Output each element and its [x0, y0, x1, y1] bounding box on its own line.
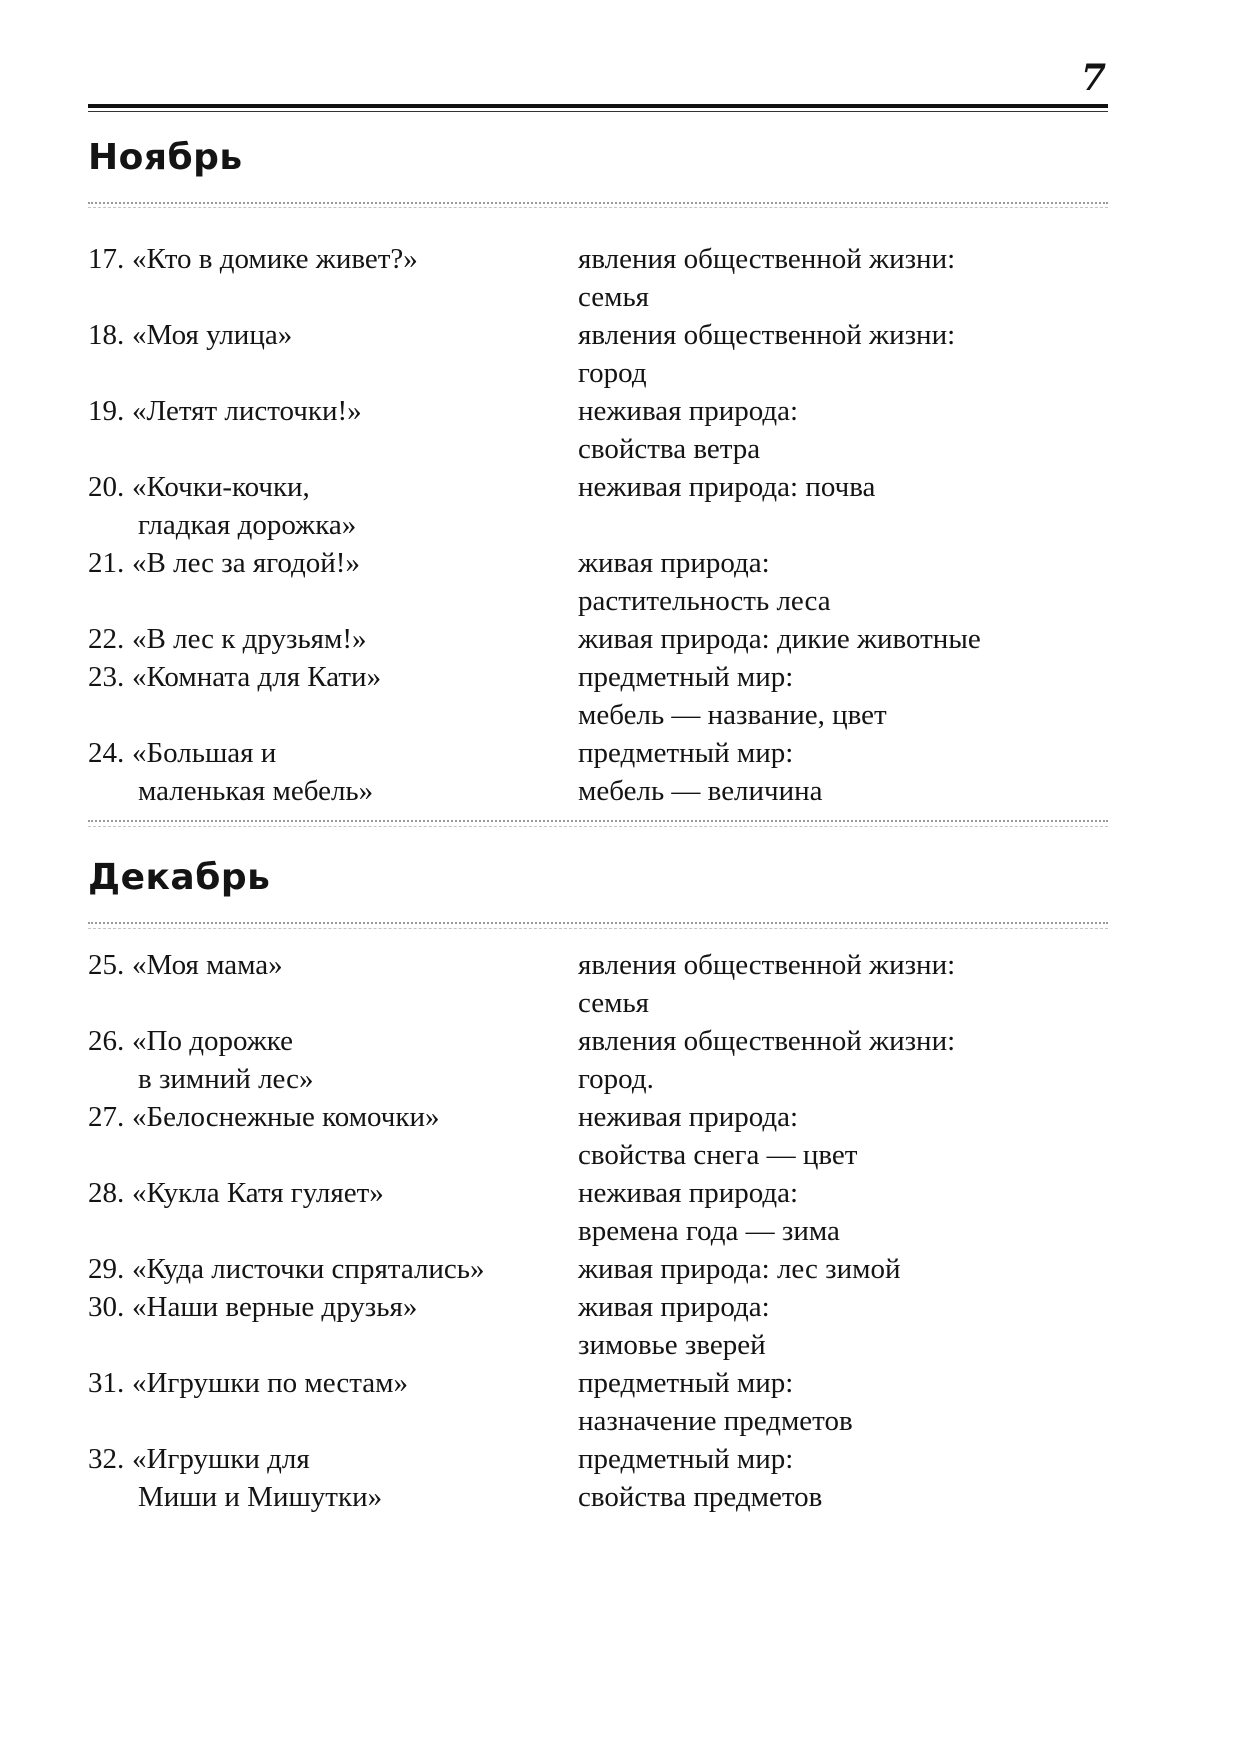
- lesson-title-line: «Игрушки по местам»: [132, 1367, 408, 1399]
- lesson-topic-line: предметный мир:: [578, 661, 794, 693]
- lesson-topic-line: город.: [578, 1063, 654, 1095]
- lesson-number: 30.: [88, 1291, 125, 1323]
- section-divider: [88, 207, 1108, 208]
- lesson-topic-line: город: [578, 357, 647, 389]
- lesson-title: [88, 316, 568, 354]
- lesson-topic: [578, 316, 1118, 392]
- lesson-title-line: маленькая мебель»: [138, 775, 374, 807]
- section-divider: [88, 922, 1108, 924]
- lesson-number: 23.: [88, 661, 125, 693]
- list-item: [0, 1440, 1240, 1516]
- lesson-number: 19.: [88, 395, 125, 427]
- lesson-topic-line: семья: [578, 281, 650, 313]
- lesson-title-line: «Большая и: [132, 737, 277, 769]
- lesson-topic: [578, 1098, 1118, 1174]
- lesson-title: [88, 1022, 568, 1098]
- lesson-title: [88, 946, 568, 984]
- lesson-number: 24.: [88, 737, 125, 769]
- list-item: [0, 1250, 1240, 1288]
- list-item: [0, 316, 1240, 392]
- section-divider: [88, 928, 1108, 929]
- entries-december: [0, 946, 1240, 1516]
- lesson-topic: [578, 1022, 1118, 1098]
- section-divider: [88, 202, 1108, 204]
- lesson-topic-line: мебель — название, цвет: [578, 699, 887, 731]
- lesson-topic: [578, 240, 1118, 316]
- lesson-title-line: «Моя мама»: [132, 949, 283, 981]
- lesson-number: 31.: [88, 1367, 125, 1399]
- lesson-topic: [578, 1250, 1118, 1288]
- lesson-topic: [578, 544, 1118, 620]
- lesson-title-line: «Летят листочки!»: [132, 395, 362, 427]
- lesson-number: 17.: [88, 243, 125, 275]
- lesson-topic-line: явления общественной жизни:: [578, 319, 956, 351]
- lesson-title-line: в зимний лес»: [138, 1063, 314, 1095]
- lesson-topic-line: свойства предметов: [578, 1481, 823, 1513]
- lesson-topic-line: явления общественной жизни:: [578, 949, 956, 981]
- lesson-title-line: Миши и Мишутки»: [138, 1481, 383, 1513]
- lesson-number: 28.: [88, 1177, 125, 1209]
- list-item: [0, 946, 1240, 1022]
- lesson-number: 26.: [88, 1025, 125, 1057]
- lesson-number: 18.: [88, 319, 125, 351]
- lesson-title: [88, 1440, 568, 1516]
- list-item: [0, 544, 1240, 620]
- lesson-title: [88, 734, 568, 810]
- lesson-title-line: «Кто в домике живет?»: [132, 243, 418, 275]
- entries-november: [0, 240, 1240, 810]
- lesson-title-line: «В лес к друзьям!»: [132, 623, 367, 655]
- lesson-title: [88, 392, 568, 430]
- lesson-title: [88, 1364, 568, 1402]
- lesson-title: [88, 658, 568, 696]
- lesson-title-line: «Кукла Катя гуляет»: [132, 1177, 384, 1209]
- lesson-number: 29.: [88, 1253, 125, 1285]
- lesson-topic: [578, 1364, 1118, 1440]
- lesson-topic-line: живая природа: дикие животные: [578, 623, 981, 655]
- lesson-topic-line: свойства ветра: [578, 433, 761, 465]
- lesson-title-line: «В лес за ягодой!»: [132, 547, 360, 579]
- lesson-number: 21.: [88, 547, 125, 579]
- list-item: [0, 1022, 1240, 1098]
- list-item: [0, 392, 1240, 468]
- list-item: [0, 1098, 1240, 1174]
- section-title-december: Декабрь: [88, 857, 271, 898]
- lesson-topic: [578, 658, 1118, 734]
- lesson-title-line: «Игрушки для: [132, 1443, 310, 1475]
- section-divider: [88, 820, 1108, 822]
- lesson-topic-line: предметный мир:: [578, 1443, 794, 1475]
- lesson-title: [88, 468, 568, 544]
- lesson-title: [88, 1288, 568, 1326]
- list-item: [0, 1174, 1240, 1250]
- lesson-topic-line: живая природа:: [578, 1291, 770, 1323]
- list-item: [0, 468, 1240, 544]
- lesson-topic: [578, 734, 1118, 810]
- section-title-november: Ноябрь: [88, 137, 243, 178]
- list-item: [0, 240, 1240, 316]
- lesson-title-line: «Комната для Кати»: [132, 661, 382, 693]
- lesson-title: [88, 1174, 568, 1212]
- lesson-title-line: гладкая дорожка»: [138, 509, 357, 541]
- lesson-title: [88, 544, 568, 582]
- lesson-number: 27.: [88, 1101, 125, 1133]
- lesson-topic-line: предметный мир:: [578, 1367, 794, 1399]
- lesson-topic-line: мебель — величина: [578, 775, 823, 807]
- lesson-topic-line: живая природа: лес зимой: [578, 1253, 901, 1285]
- lesson-title: [88, 240, 568, 278]
- lesson-number: 20.: [88, 471, 125, 503]
- lesson-topic-line: зимовье зверей: [578, 1329, 766, 1361]
- list-item: [0, 1288, 1240, 1364]
- lesson-title: [88, 1098, 568, 1136]
- lesson-title: [88, 620, 568, 658]
- lesson-topic-line: неживая природа:: [578, 395, 799, 427]
- lesson-topic: [578, 392, 1118, 468]
- lesson-topic-line: живая природа:: [578, 547, 770, 579]
- lesson-topic: [578, 946, 1118, 1022]
- lesson-title-line: «По дорожке: [132, 1025, 294, 1057]
- lesson-topic-line: свойства снега — цвет: [578, 1139, 858, 1171]
- lesson-topic-line: неживая природа:: [578, 1177, 799, 1209]
- lesson-topic-line: явления общественной жизни:: [578, 243, 956, 275]
- list-item: [0, 1364, 1240, 1440]
- lesson-topic-line: семья: [578, 987, 650, 1019]
- lesson-title-line: «Куда листочки спрятались»: [132, 1253, 485, 1285]
- lesson-topic: [578, 620, 1118, 658]
- lesson-topic: [578, 1288, 1118, 1364]
- lesson-topic-line: неживая природа:: [578, 1101, 799, 1133]
- lesson-topic: [578, 1440, 1118, 1516]
- section-divider: [88, 826, 1108, 827]
- lesson-title-line: «Наши верные друзья»: [132, 1291, 418, 1323]
- lesson-title-line: «Моя улица»: [132, 319, 293, 351]
- lesson-topic-line: неживая природа: почва: [578, 471, 876, 503]
- lesson-topic: [578, 468, 1118, 506]
- page-number: 7: [1080, 57, 1106, 99]
- header-rule: [88, 104, 1108, 108]
- lesson-number: 25.: [88, 949, 125, 981]
- header-rule-thin: [88, 111, 1108, 112]
- lesson-number: 22.: [88, 623, 125, 655]
- list-item: [0, 620, 1240, 658]
- lesson-number: 32.: [88, 1443, 125, 1475]
- list-item: [0, 658, 1240, 734]
- lesson-title-line: «Кочки-кочки,: [132, 471, 310, 503]
- lesson-title: [88, 1250, 568, 1288]
- lesson-topic-line: предметный мир:: [578, 737, 794, 769]
- lesson-topic-line: растительность леса: [578, 585, 831, 617]
- list-item: [0, 734, 1240, 810]
- lesson-topic: [578, 1174, 1118, 1250]
- lesson-title-line: «Белоснежные комочки»: [132, 1101, 440, 1133]
- lesson-topic-line: назначение предметов: [578, 1405, 853, 1437]
- lesson-topic-line: явления общественной жизни:: [578, 1025, 956, 1057]
- lesson-topic-line: времена года — зима: [578, 1215, 840, 1247]
